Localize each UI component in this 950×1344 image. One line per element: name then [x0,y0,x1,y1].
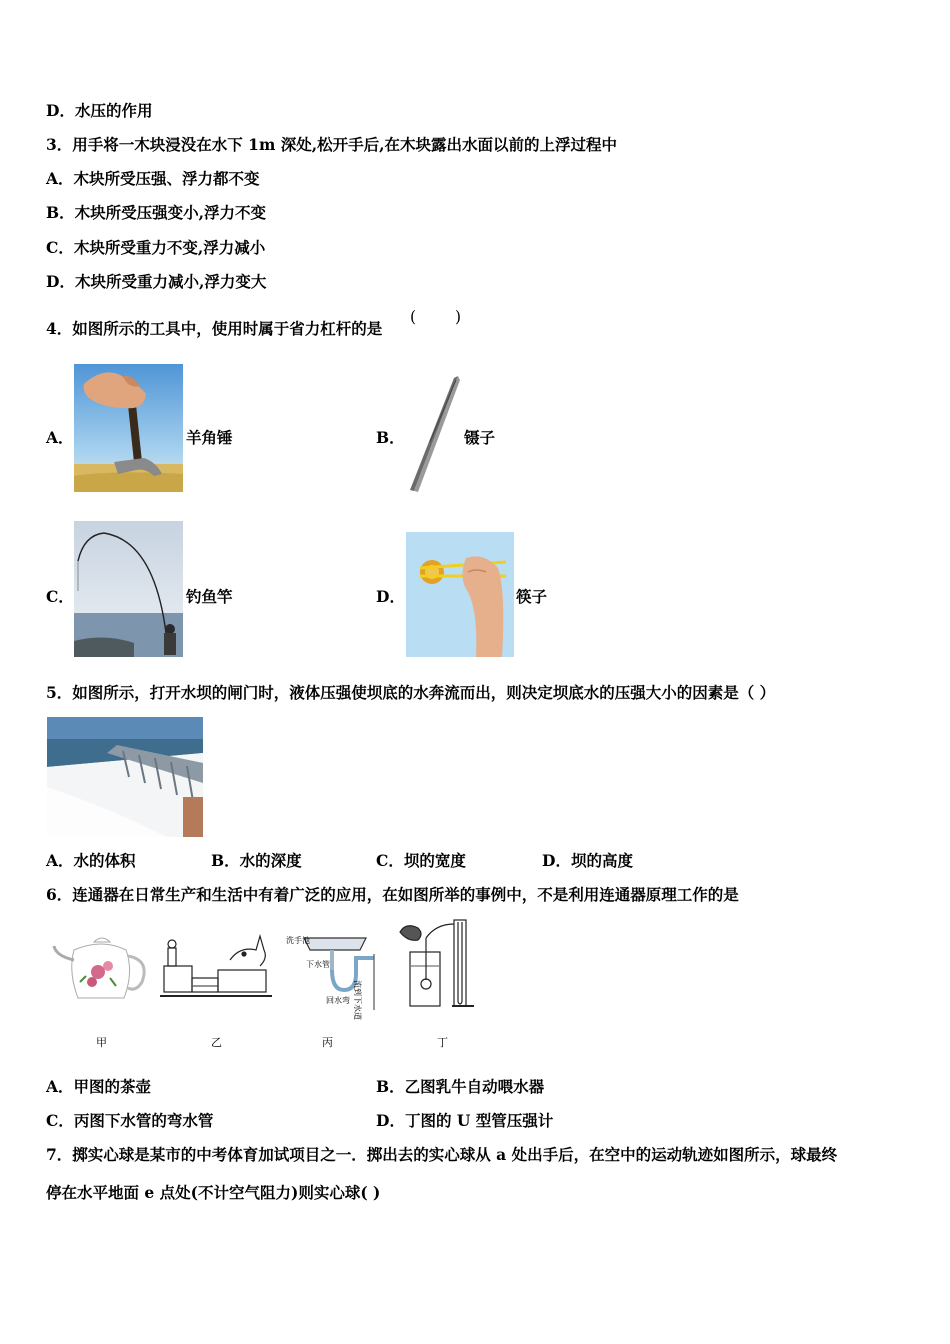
q4-option-a-name: 羊角锤 [186,428,233,447]
q3-stem: 3．用手将一木块浸没在水下 1m 深处,松开手后,在木块露出水面以前的上浮过程中 [46,135,618,154]
q4-option-c-letter: C． [46,587,74,606]
q6-option-c: C．丙图下水管的弯水管 [46,1111,214,1130]
q6-caption-bing: 丙 [322,1036,333,1049]
q3-option-d: D．木块所受重力减小,浮力变大 [46,272,267,291]
q3-option-b: B．木块所受压强变小,浮力不变 [46,203,266,222]
q4-option-b-letter: B． [376,428,405,447]
sink-label-bend: 回水弯 [326,996,350,1005]
q6-caption-yi: 乙 [211,1036,222,1049]
chopsticks-image [406,532,514,657]
sink-label-basin: 洗手池 [286,936,310,945]
q4-option-d-letter: D． [376,587,405,606]
q5-option-b: B．水的深度 [211,851,302,870]
q4-paren-open: ( [410,308,417,326]
q6-caption-ding: 丁 [437,1036,448,1049]
dam-image [47,717,203,837]
tweezers-image [402,372,462,494]
teapot-image [50,932,154,1008]
q4-paren-close: ) [455,308,462,326]
fishing-rod-image [74,521,183,657]
q6-option-a: A．甲图的茶壶 [46,1077,152,1096]
q6-option-b: B．乙图乳牛自动喂水器 [376,1077,545,1096]
sink-label-sewer: 流到下水道 [353,980,362,1020]
q5-option-d: D．坝的高度 [542,851,633,870]
cow-waterer-image [160,930,272,1006]
q6-caption-jia: 甲 [96,1036,107,1049]
u-tube-manometer-image [396,918,480,1010]
q4-option-d-name: 筷子 [516,587,548,606]
q5-option-a: A．水的体积 [46,851,136,870]
q5-option-c: C．坝的宽度 [376,851,466,870]
claw-hammer-image [74,364,183,492]
q3-option-a: A．木块所受压强、浮力都不变 [46,169,260,188]
q5-stem: 5．如图所示，打开水坝的闸门时，液体压强使坝底的水奔流而出，则决定坝底水的压强大小的因素是（ ） [46,683,776,702]
q4-option-c-name: 钓鱼竿 [186,587,233,606]
q6-stem: 6．连通器在日常生产和生活中有着广泛的应用，在如图所举的事例中，不是利用连通器原理工作的是 [46,885,739,904]
q3-option-c: C．木块所受重力不变,浮力减小 [46,238,266,257]
q4-option-b-name: 镊子 [464,428,496,447]
q7-stem-line-2: 停在水平地面 e 点处(不计空气阻力)则实心球( ) [46,1183,381,1202]
q7-stem-line-1: 7．掷实心球是某市的中考体育加试项目之一．掷出去的实心球从 a 处出手后，在空中的运动轨迹如图所示，球最终 [46,1145,838,1164]
q2-option-d: D．水压的作用 [46,101,153,120]
q4-option-a-letter: A． [46,428,74,447]
sink-label-pipe: 下水管 [306,960,330,969]
q4-stem: 4．如图所示的工具中，使用时属于省力杠杆的是 [46,319,383,338]
q6-option-d: D．丁图的 U 型管压强计 [376,1111,554,1130]
